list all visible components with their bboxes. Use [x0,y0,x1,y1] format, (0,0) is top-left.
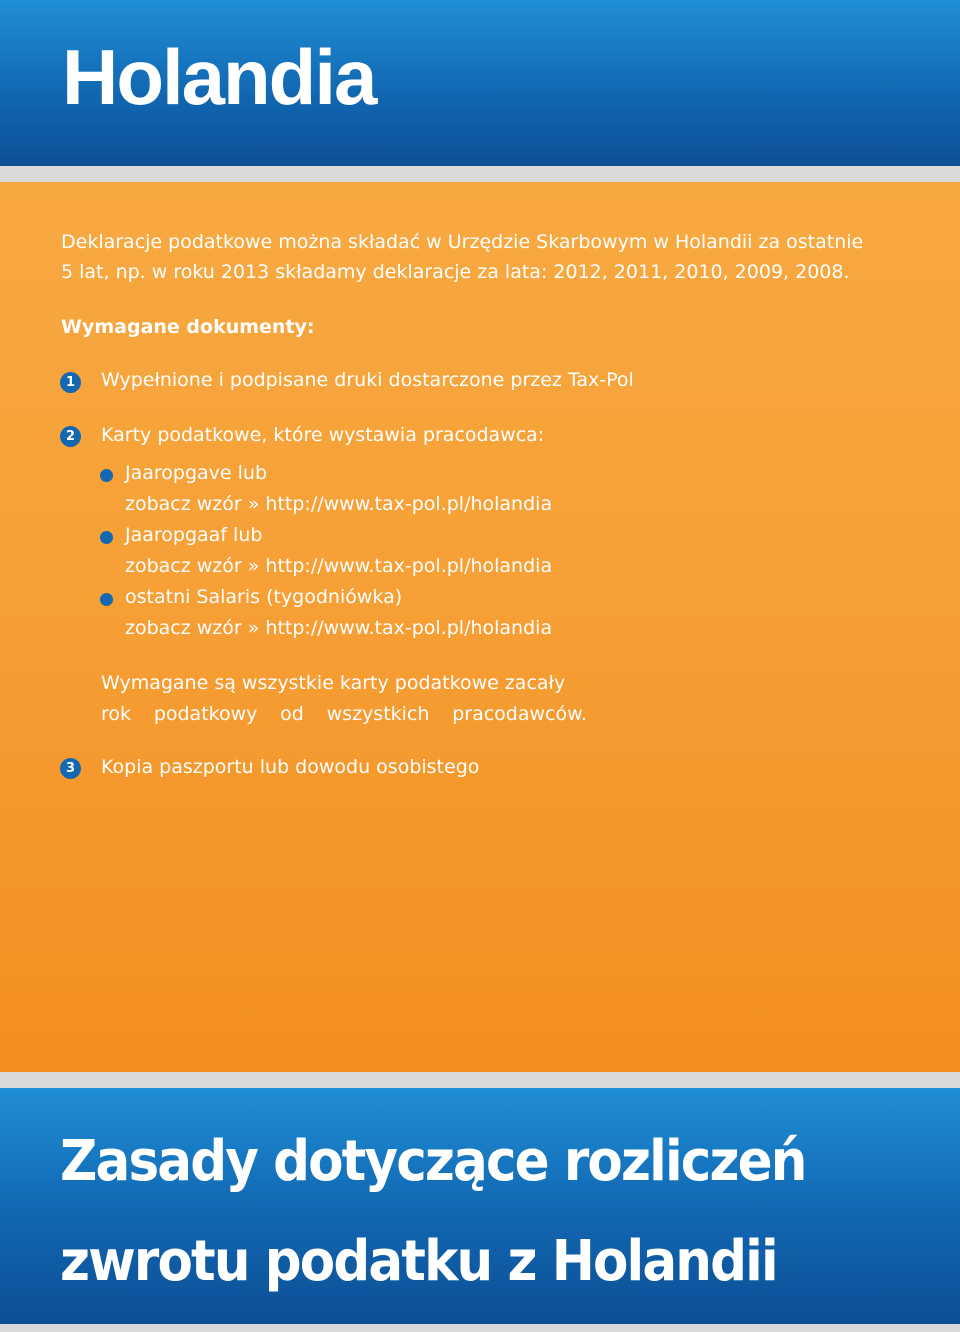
subitem-salaris-link[interactable]: zobacz wzór » http://www.tax-pol.pl/holandia [125,617,553,639]
note-word: podatkowy [153,703,258,725]
divider-top [0,166,960,182]
intro-line-2: 5 lat, np. w roku 2013 składamy deklaracje za lata: 2012, 2011, 2010, 2009, 2008. [61,261,850,283]
intro-line-1: Deklaracje podatkowe można składać w Urzędzie Skarbowym w Holandii za ostatnie [61,231,864,253]
number-badge-3: 3 [60,758,81,779]
subitem-jaaropgaaf: Jaaropgaaf lub [125,524,263,546]
note-line-1: Wymagane są wszystkie karty podatkowe zacały [101,672,566,694]
bullet-dot-icon [100,469,113,482]
bullet-dot-icon [100,531,113,544]
note-word: od [280,703,304,725]
subitem-jaaropgave: Jaaropgave lub [125,462,268,484]
number-badge-1: 1 [60,372,81,393]
number-badge-2: 2 [60,426,81,447]
footer-title-line-2: zwrotu podatku z Holandii [60,1229,777,1294]
required-item-1: Wypełnione i podpisane druki dostarczone przez Tax-Pol [101,369,634,391]
note-word: pracodawców. [452,703,587,725]
required-documents-heading: Wymagane dokumenty: [61,316,315,338]
note-word: rok [101,703,132,725]
note-line-2 [101,705,587,724]
bullet-dot-icon [100,593,113,606]
note-word: wszystkich [326,703,430,725]
divider-bottom [0,1072,960,1088]
subitem-salaris: ostatni Salaris (tygodniówka) [125,586,403,608]
subitem-jaaropgaaf-link[interactable]: zobacz wzór » http://www.tax-pol.pl/holandia [125,555,553,577]
required-item-2: Karty podatkowe, które wystawia pracodawca: [101,424,545,446]
required-item-3: Kopia paszportu lub dowodu osobistego [101,756,480,778]
footer-title-line-1: Zasady dotyczące rozliczeń [60,1129,806,1194]
subitem-jaaropgave-link[interactable]: zobacz wzór » http://www.tax-pol.pl/holandia [125,493,553,515]
page-title: Holandia [62,33,376,121]
